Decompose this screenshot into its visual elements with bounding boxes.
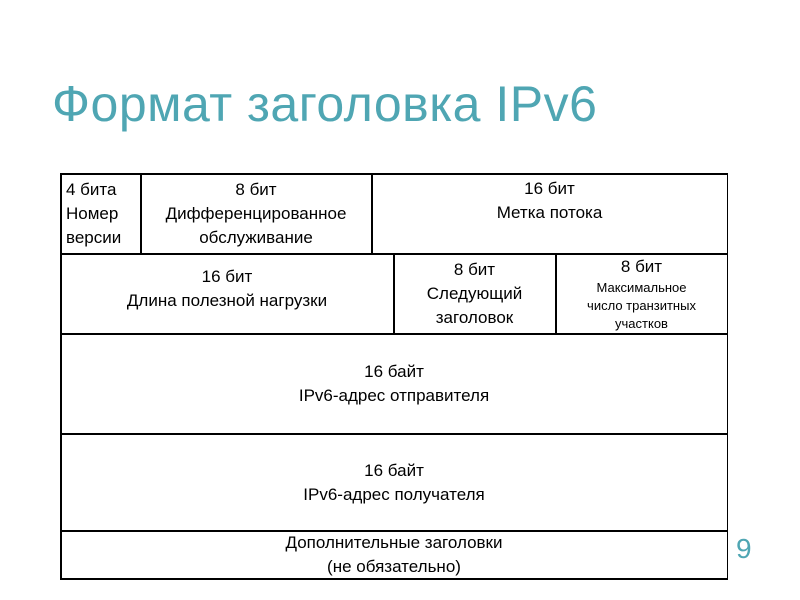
source-address-label: IPv6-адрес отправителя [298, 386, 490, 405]
cell-traffic-class [141, 175, 371, 253]
cell-payload-length [61, 255, 393, 333]
version-label-2: версии [66, 228, 122, 247]
cell-destination-address [61, 435, 727, 530]
cell-version [61, 175, 140, 253]
next-header-label-2: заголовок [435, 308, 514, 327]
flow-label-label: Метка потока [496, 203, 603, 222]
traffic-class-bits: 8 бит [235, 180, 277, 199]
traffic-class-label-1: Дифференцированное [165, 204, 347, 223]
page-number: 9 [736, 533, 752, 564]
source-address-size: 16 байт [364, 362, 424, 381]
cell-extension-headers [61, 532, 727, 578]
next-header-bits: 8 бит [453, 260, 496, 279]
destination-address-size: 16 байт [364, 460, 424, 480]
extension-headers-label-2: (не обязательно) [327, 557, 461, 576]
page-title: Формат заголовка IPv6 [52, 76, 598, 132]
version-bits: 4 бита [66, 180, 117, 199]
cell-hop-limit [556, 255, 727, 333]
destination-address-label: IPv6-адрес получателя [303, 484, 485, 504]
payload-length-bits: 16 бит [201, 267, 253, 286]
extension-headers-label-1: Дополнительные заголовки [285, 533, 503, 552]
flow-label-bits: 16 бит [524, 179, 575, 198]
hop-limit-label-2: число транзитных [587, 298, 696, 313]
hop-limit-label-3: участков [615, 316, 668, 331]
cell-source-address [61, 335, 727, 433]
cell-next-header [394, 255, 555, 333]
traffic-class-label-2: обслуживание [199, 228, 313, 247]
cell-flow-label [372, 175, 727, 253]
hop-limit-bits: 8 бит [620, 257, 663, 276]
payload-length-label: Длина полезной нагрузки [126, 291, 328, 310]
version-label-1: Номер [66, 204, 119, 223]
hop-limit-label-1: Максимальное [596, 280, 687, 295]
next-header-label-1: Следующий [426, 284, 523, 303]
